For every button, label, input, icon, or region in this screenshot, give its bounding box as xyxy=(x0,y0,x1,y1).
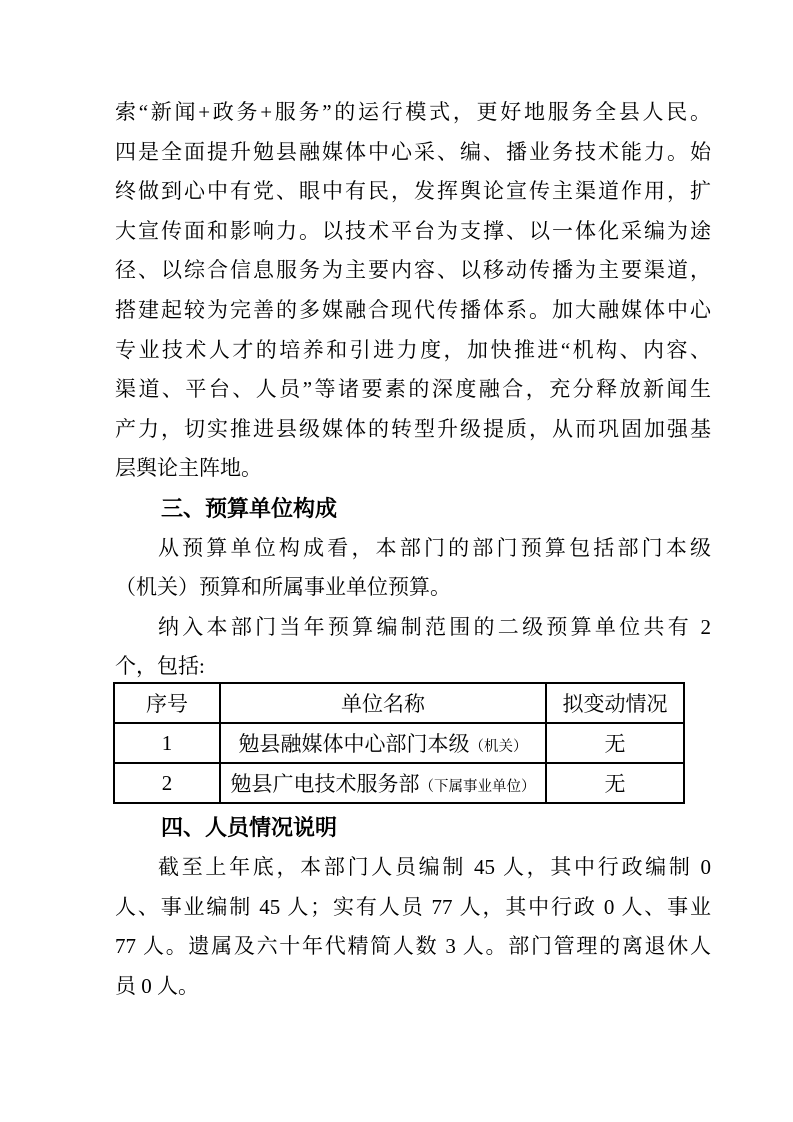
body-line: 索“新闻+政务+服务”的运行模式，更好地服务全县人民。 xyxy=(115,100,711,124)
section-heading-budget-unit-composition: 三、预算单位构成 xyxy=(161,495,338,521)
document-content xyxy=(115,93,711,1006)
table-header-number: 序号 xyxy=(114,683,220,723)
table-cell-number: 2 xyxy=(114,763,220,803)
table-header-row xyxy=(114,683,684,723)
body-line: 截至上年底，本部门人员编制 45 人，其中行政编制 0 xyxy=(158,854,711,879)
body-line: 产力，切实推进县级媒体的转型升级提质，从而巩固加强基 xyxy=(115,416,711,441)
body-line: 终做到心中有党、眼中有民，发挥舆论宣传主渠道作用，扩 xyxy=(115,179,711,204)
table-cell-unit-name xyxy=(220,723,546,763)
body-line: 搭建起较为完善的多媒融合现代传播体系。加大融媒体中心 xyxy=(115,297,711,322)
table-cell-number: 1 xyxy=(114,723,220,763)
table-cell-planned-change: 无 xyxy=(546,763,684,803)
unit-name-paren: （机关） xyxy=(469,739,528,756)
body-line: 人、事业编制 45 人；实有人员 77 人，其中行政 0 人、事业 xyxy=(115,894,711,919)
unit-name-paren: （下属事业单位） xyxy=(419,779,536,796)
unit-name-main: 勉县广电技术服务部 xyxy=(230,772,420,797)
table-header-unit-name: 单位名称 xyxy=(220,683,546,723)
body-line: 层舆论主阵地。 xyxy=(115,456,262,481)
body-line: 四是全面提升勉县融媒体中心采、编、播业务技术能力。始 xyxy=(115,139,711,164)
table-header-planned-change: 拟变动情况 xyxy=(546,683,684,723)
section-heading-personnel-situation: 四、人员情况说明 xyxy=(161,815,338,841)
body-line: 径、以综合信息服务为主要内容、以移动传播为主要渠道， xyxy=(115,258,711,283)
body-line: 渠道、平台、人员”等诸要素的深度融合，充分释放新闻生 xyxy=(115,377,711,402)
body-line: 大宣传面和影响力。以技术平台为支撑、以一体化采编为途 xyxy=(115,218,711,243)
body-line: 专业技术人才的培养和引进力度，加快推进“机构、内容、 xyxy=(115,337,711,362)
table-row xyxy=(114,763,684,803)
budget-units-table xyxy=(113,682,685,804)
body-line: 纳入本部门当年预算编制范围的二级预算单位共有 2 xyxy=(158,614,711,639)
body-line: 员 0 人。 xyxy=(115,973,199,998)
body-line: 个，包括: xyxy=(115,654,205,679)
body-line: 从预算单位构成看，本部门的部门预算包括部门本级 xyxy=(158,535,711,560)
table-cell-unit-name xyxy=(220,763,546,803)
table-cell-planned-change: 无 xyxy=(546,723,684,763)
body-line: 77 人。遗属及六十年代精简人数 3 人。部门管理的离退休人 xyxy=(115,934,711,959)
table-row xyxy=(114,723,684,763)
unit-name-main: 勉县融媒体中心部门本级 xyxy=(238,732,470,757)
body-line: （机关）预算和所属事业单位预算。 xyxy=(115,575,451,600)
